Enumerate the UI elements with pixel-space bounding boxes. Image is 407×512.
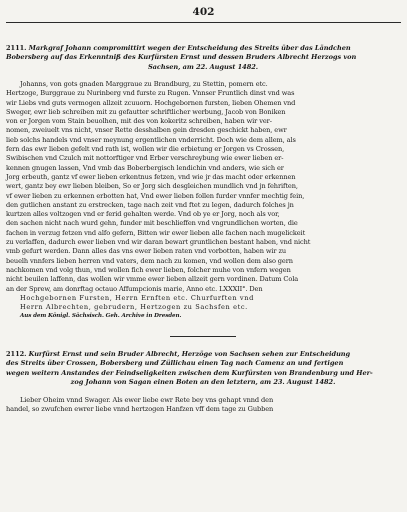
doc-2111-heading [6, 44, 400, 72]
body-line: vmb gefurt werden. Dann alles das vns ewer lieben raten vnd vorbotten, haben wir zu [6, 247, 286, 256]
body-line: nachkomen vnd volg thun, vnd wollen fich ewer lieben, folcher muhe von vnfern wegen [6, 265, 291, 274]
body-line: Hochgebornen Fursten, Herrn Ernften etc. Churfurften vnd [20, 293, 254, 302]
body-line: an der Sprew, am donrftag octauo Affumpcionis marie, Anno etc. LXXXII°. Den [6, 284, 263, 293]
doc-2112-body [6, 396, 400, 415]
doc-2112-heading-line-4: zog Johann von Sagan einen Boten an den letztern, am 23. August 1482. [70, 377, 336, 386]
body-line: Johanns, von gots gnaden Marggraue zu Brandburg, zu Stettin, pomern etc. [20, 80, 268, 88]
body-line: Lieber Oheim vnnd Swager. Als ewer liebe ewr Rete bey vns gehapt vnnd den [20, 396, 274, 404]
doc-2111-body [6, 80, 400, 322]
body-line: Herrn Albrechten, gebrudern, Hertzogen zu Sachsfen etc. [20, 303, 248, 312]
doc-2111-heading-line-1: Markgraf Johann compromittirt wegen der Entscheidung des Streits über das Ländchen [28, 44, 351, 52]
doc-2111-source-note: Aus dem Königl. Sächsisch. Geh. Archive in Dresden. [20, 313, 182, 320]
body-line: kennen gnugen lassen, Vnd vmb das Boberbergisch lendichin vnd anders, wie sich er [6, 163, 284, 172]
doc-2112-heading-line-1: Kurfürst Ernst und sein Bruder Albrecht, Herzöge von Sachsen sehen zur Entscheidung [28, 350, 351, 358]
doc-2111-heading-line-3: Sachsen, am 22. August 1482. [147, 62, 259, 71]
doc-2112-number: 2112. [6, 350, 27, 358]
doc-2112-heading-line-3: wegen weitern Anstandes der Feindseligkeiten zwischen dem Kurfürsten von Brandenburg und Her- [6, 368, 373, 377]
doc-2112-heading-line-2: des Streits über Crossen, Bobersberg und Züllichau einen Tag nach Camenz an und fertigen [6, 359, 344, 368]
body-line: von er Jorgen vom Stain beuolhen, mit des von kokeritz schreiben, haben wir ver- [6, 117, 272, 126]
body-line: lieb solchs handels vnd vnser meynung ergentlichen vnderricht. Doch wie dem allem, als [6, 135, 296, 144]
body-line: Jorg erbeuth, gantz vf ewer lieben erkentnus fetzen, vnd wie jr das macht oder erkennen [6, 172, 296, 181]
body-line: den sachen nicht nach wurd gehn, funder mit beschlieffen vnd vngrundlichen worten, die [6, 219, 298, 228]
body-line: zu verlaffen, dadurch ewer lieben vnd wir daran bewart gruntlichen bestant haben, vnd nicht [6, 238, 311, 247]
doc-2112-heading [6, 350, 400, 387]
body-line: nicht beuilen laffenn, das wollen wir vmme ewer lieben allzeit gern vordinen. Datum Cola [6, 275, 299, 284]
body-line: fern das ewr lieben gefelt vnd rath ist, wollen wir die erbietung er Jorgen vs Crossen, [6, 145, 285, 154]
body-line: Swibischen vnd Czulch mit nottorftiger vnd Erber verschreybung wie ewer lieben er- [6, 154, 284, 163]
body-line: nomen, zweiuelt vns nicht, vnser Rette desshalben gein dresden geschickt haben, ewr [6, 126, 287, 135]
section-divider [170, 336, 236, 337]
doc-2111-number: 2111. [6, 44, 27, 52]
body-line: den gutlichen anstant zu erstrecken, tage nach zeit vnd ftet zu legen, dadurch folches jn [6, 200, 294, 209]
body-line: handel, so zwufchen ewrer liebe vnnd hertzogen Hanfzen vff dem tage zu Gubben [6, 405, 274, 414]
body-line: Hertzoge, Burggraue zu Nurinberg vnd furste zu Rugen. Vnnser Fruntlich dinst vnd was [6, 89, 295, 98]
body-line: vf ewer lieben zu erkennen erbotten hat, Vnd ewer lieben follen furder vnnfer mechtig fein, [6, 191, 305, 200]
body-line: wir Liebs vnd guts vermogen allzeit zcuuorn. Hochgebornen fursten, lieben Ohemen vnd [6, 98, 296, 107]
page-number: 402 [192, 6, 215, 18]
header-rule [6, 22, 401, 23]
doc-2111-heading-line-2: Bobersberg auf das Erkenntniß des Kurfürsten Ernst und dessen Bruders Albrecht Herzogs von [6, 53, 357, 62]
body-line: kurtzen alles voltzogen vnd er ferid gehalten werde. Vnd ob ye er Jorg, noch als vor, [6, 210, 280, 219]
body-line: wert, gantz bey ewr lieben bleiben, So er Jorg sich desgleichen mundlich vnd jn fehriften, [6, 182, 298, 191]
body-line: fachen in verzug fetzen vnd alfo gefern, Bitten wir ewer lieben alle fachen nach mugelickeit [6, 228, 306, 237]
body-line: Sweger, ewr lieb schreiben mit zu gefautter schriftlicher werbung, Jacob von Boniken [6, 107, 286, 116]
body-line: beuelh vnnfers lieben herren vnd vaters, dem nach zu komen, vnd wollen dem also gern [6, 256, 293, 265]
